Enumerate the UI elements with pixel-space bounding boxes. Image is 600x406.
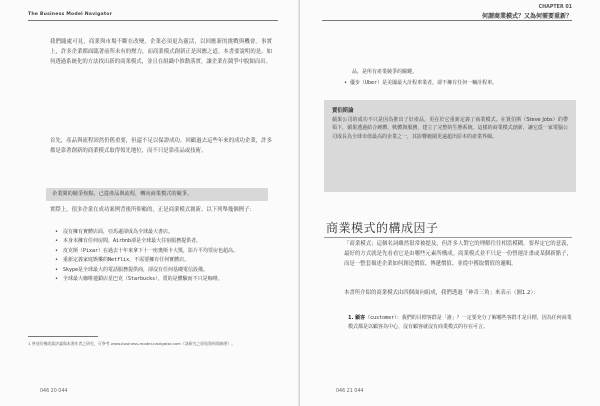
footnote-rule bbox=[28, 336, 98, 337]
list-item: • 本身未擁有任何房間，Airbnb卻是全球最大住宿服務提供者。 bbox=[55, 238, 202, 245]
section-heading: 商業模式的構成因子 bbox=[326, 221, 439, 235]
item-number: 1. 顧客 bbox=[348, 315, 366, 321]
list-item bbox=[348, 314, 574, 333]
list-item: • 重新定義家庭娛樂的Netflix，不需要擁有任何實體店。 bbox=[55, 257, 190, 264]
example-list bbox=[55, 228, 260, 284]
footnote: 1 參見哈佛商業評論與本書作者之研究，可參考 www.business-model-navigator.com（該研究之原始資料與摘要）。 bbox=[28, 341, 236, 346]
list-item: • 優步（Uber）是美國最大計程車業者，卻不擁有任何一輛計程車。 bbox=[344, 80, 498, 86]
paragraph: 本書所介紹的商業模式由四個面向組成，我們透過「神奇三角」來表示（圖1.2）： bbox=[344, 290, 539, 296]
page-number: 046 20 044 bbox=[40, 389, 68, 394]
box-text: 蘋果公司的成功不只是因為推出了好產品，更在於它重新定義了商業模式。在賈伯斯（Steve Jobs）的帶領下，蘋果透過結合硬體、軟體與服務，建立了完整的生態系統。這樣的商業模式創新，讓它從一家電腦公司成長為全球市值最高的企業之一，其影響範圍更遠超出原本的產業界線。 bbox=[332, 117, 568, 140]
running-head: The Business Model Navigator bbox=[28, 12, 113, 17]
list-item: • 皮克斯（Pixar）在過去十年來拿下十一座奧斯卡大獎，影片平均票房也超高。 bbox=[55, 247, 239, 254]
sidebar-box bbox=[324, 100, 576, 192]
paragraph: 我們隨處可見，商業與市場不斷在改變，企業必須更為靈活，以回應新的挑戰與機會。事實上，許多企業都面臨著前所未有的壓力，而商業模式創新正是因應之道。本書要說明的是，如何透過系統化的方法找出新的商業模式，並且在組織中推動落實，讓企業在競爭中脫穎而出。 bbox=[50, 39, 272, 65]
header-rule bbox=[322, 20, 572, 21]
box-title: 賈伯斯論 bbox=[332, 108, 354, 114]
chapter-label: CHAPTER 01 bbox=[538, 5, 572, 10]
list-item: • 全球最大咖啡連鎖店星巴克（Starbucks），賣的是體驗而不只是咖啡。 bbox=[55, 276, 223, 283]
paragraph: 「商業模式」這個名詞雖然很常被提及，但許多人對它的理解往往相當模糊。要界定它的意義，最好的方式就是先看看它是由哪些元素所構成。商業模式並不只是一份營運計畫或某個新點子，而是一整套描述企業如何創造價值、傳遞價值、並從中獲取價值的邏輯。 bbox=[344, 241, 572, 267]
item-text: （customer）：我們的目標客群是「誰」？一定要充分了解哪些客群才是目標，因為任何商業模式都是以顧客為中心，沒有顧客就沒有商業模式的存在可言。 bbox=[348, 315, 572, 331]
list-item: 品，是所有產業競爭的關鍵。 bbox=[352, 69, 418, 75]
list-item: • Skype是全球最大的電話服務提供商，卻沒有任何基礎電信設備。 bbox=[55, 266, 209, 273]
paragraph: 實際上，很多企業在成功案例背後所仰賴的，正是商業模式創新。以下列舉幾個例子： bbox=[50, 207, 255, 213]
right-page bbox=[300, 0, 600, 406]
paragraph: 首先，產品與流程固然仍舊重要，但還不足以保證成功。回顧過去這些年來的成功企業，許多都是靠著創新的商業模式取得領先地位，而不只是靠產品或技術。 bbox=[50, 138, 272, 154]
callout: 企業間的競爭焦點，已從產品與流程，轉向商業模式的競爭。 bbox=[46, 188, 268, 201]
header-rule bbox=[28, 20, 278, 21]
section-rule bbox=[324, 237, 572, 238]
list-item: • 沒有擁有實體店面，亞馬遜卻成為全球最大書店。 bbox=[55, 229, 174, 235]
chapter-title: 何謂商業模式？又為何需要重新？ bbox=[481, 13, 572, 20]
page-number: 046 21 044 bbox=[336, 389, 364, 394]
